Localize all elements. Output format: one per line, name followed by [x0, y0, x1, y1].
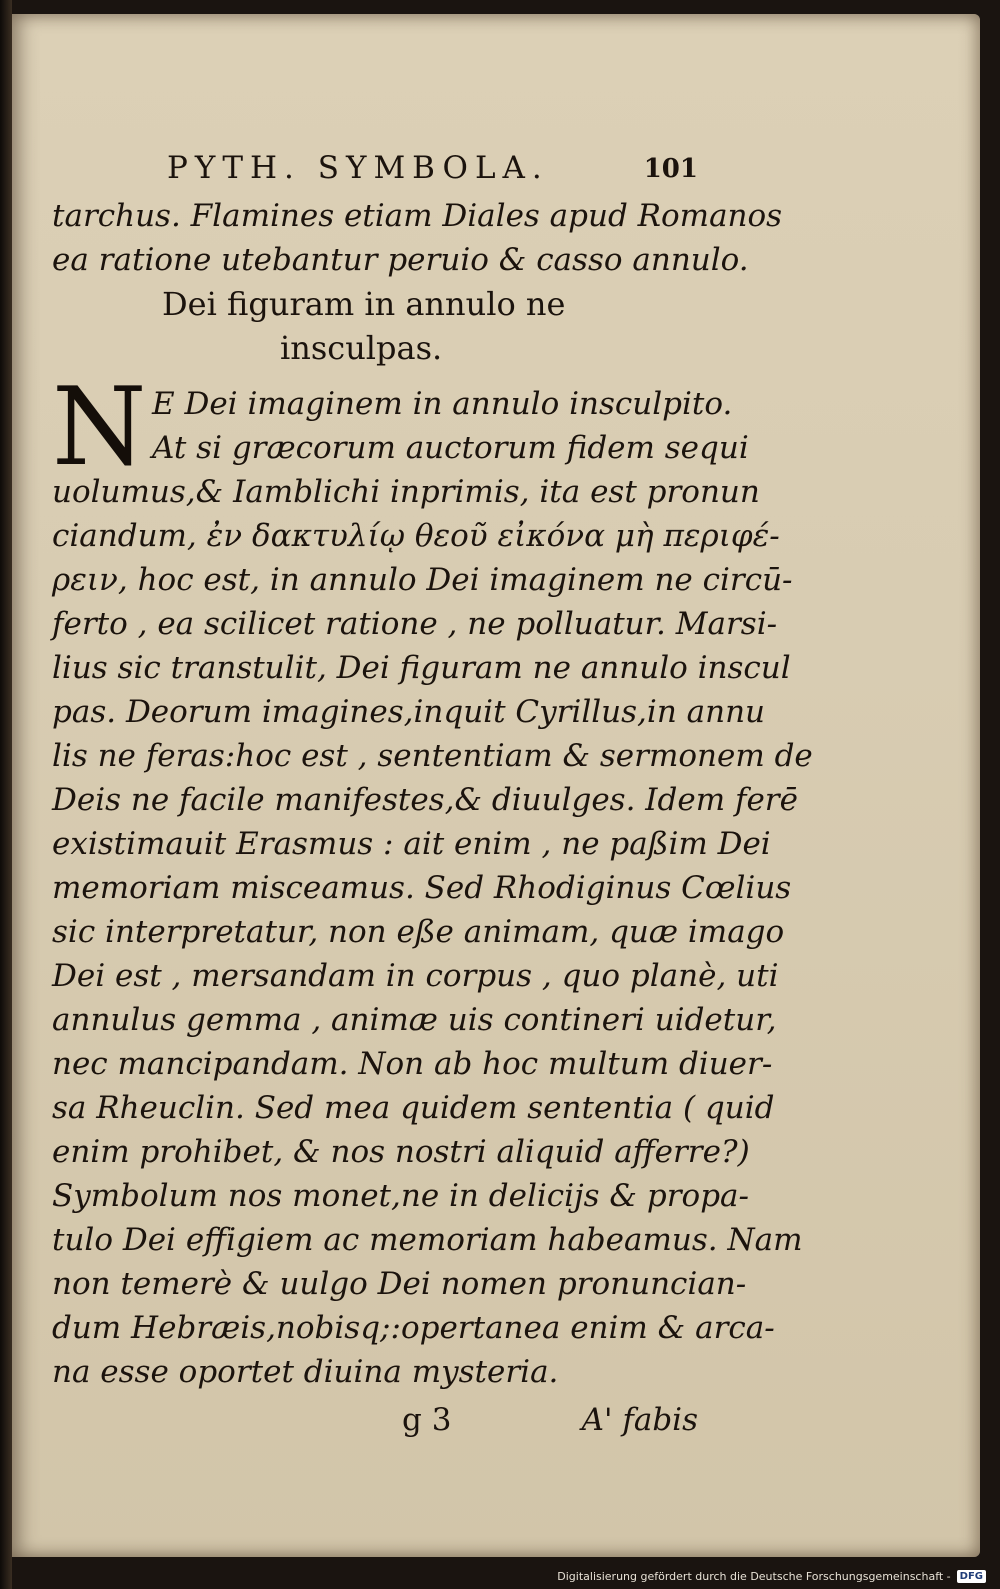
text-line: uolumus,& Iamblichi inprimis, ita est pronun — [52, 474, 760, 510]
signature-mark: g 3 — [402, 1402, 452, 1438]
text-line: ea ratione utebantur peruio & casso annulo. — [52, 242, 749, 278]
book-spine-shadow — [0, 0, 12, 1589]
text-line: ferto , ea scilicet ratione , ne polluatur. Marsi- — [52, 606, 778, 642]
running-head — [52, 150, 698, 194]
section-heading-line: Dei figuram in annulo ne — [162, 285, 566, 323]
text-line: dum Hebræis,nobisq;:opertanea enim & arca- — [52, 1310, 775, 1346]
text-line: annulus gemma , animæ uis contineri uidetur, — [52, 1002, 777, 1038]
decorated-initial: N — [52, 365, 147, 490]
text-line: ρειν, hoc est, in annulo Dei imaginem ne circū- — [52, 562, 793, 598]
text-line: lis ne feras:hoc est , sententiam & sermonem de — [52, 738, 813, 774]
text-line: ciandum, ἐν δακτυλίῳ θεοῦ εἰκόνα μὴ περιφέ- — [52, 518, 780, 554]
digitization-footer — [557, 1570, 986, 1583]
section-heading-line: insculpas. — [280, 329, 443, 367]
dfg-logo-icon: DFG — [957, 1570, 986, 1583]
running-head-title: PYTH. SYMBOLA. — [167, 150, 549, 186]
text-line: tarchus. Flamines etiam Diales apud Romanos — [52, 198, 783, 234]
text-line: sic interpretatur, non eße animam, quæ imago — [52, 914, 785, 950]
footer-credit: Digitalisierung gefördert durch die Deutsche Forschungsgemeinschaft - — [557, 1570, 951, 1583]
catchword: A' fabis — [581, 1402, 698, 1438]
book-page — [12, 14, 980, 1557]
text-line: Deis ne facile manifestes,& diuulges. Idem ferē — [52, 782, 798, 818]
text-line: Symbolum nos monet,ne in delicijs & propa- — [52, 1178, 750, 1214]
text-line: sa Rheuclin. Sed mea quidem sententia ( quid — [52, 1090, 775, 1126]
text-line: E Dei imaginem in annulo insculpito. — [152, 386, 733, 422]
text-line: pas. Deorum imagines,inquit Cyrillus,in annu — [52, 694, 766, 730]
text-line: Dei est , mersandam in corpus , quo planè, uti — [52, 958, 779, 994]
page-number: 101 — [643, 154, 698, 184]
text-block — [52, 150, 813, 1442]
text-line: existimauit Erasmus : ait enim , ne paßim Dei — [52, 826, 771, 862]
text-line: nec mancipandam. Non ab hoc multum diuer- — [52, 1046, 773, 1082]
text-line: enim prohibet, & nos nostri aliquid afferre?) — [52, 1134, 750, 1170]
text-line: na esse oportet diuina mysteria. — [52, 1354, 559, 1390]
text-line: non temerè & uulgo Dei nomen pronuncian- — [52, 1266, 747, 1302]
text-line: lius sic transtulit, Dei figuram ne annulo inscul — [52, 650, 791, 686]
body-paragraph — [52, 365, 813, 1394]
text-line: memoriam misceamus. Sed Rhodiginus Cœlius — [52, 870, 792, 906]
text-line: tulo Dei effigiem ac memoriam habeamus. Nam — [52, 1222, 803, 1258]
catch-line — [52, 1398, 698, 1442]
text-line: At si græcorum auctorum fidem sequi — [152, 430, 749, 466]
